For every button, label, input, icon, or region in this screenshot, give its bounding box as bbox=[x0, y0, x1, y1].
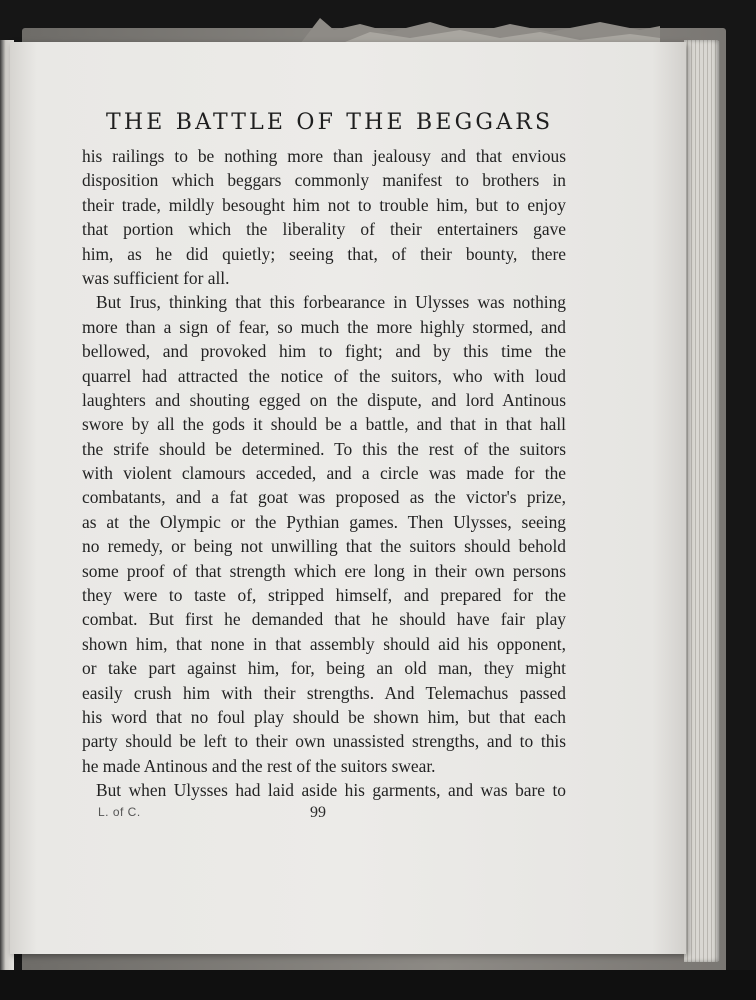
text-line-18: some proof of that strength which ere long in their own persons bbox=[82, 560, 566, 581]
text-line-7: But Irus, thinking that this forbearance in Ulysses was nothing bbox=[96, 292, 566, 313]
page-edges-stack bbox=[684, 40, 720, 962]
text-line-1: his railings to be nothing more than jealousy and that envious bbox=[82, 146, 566, 166]
text-line-25: party should be left to their own unassisted strengths, and to this bbox=[82, 731, 566, 752]
text-line-15: combatants, and a fat goat was proposed as the victor's prize, bbox=[82, 487, 566, 508]
text-line-9: bellowed, and provoked him to fight; and by this time the bbox=[82, 341, 566, 362]
text-line-4: that portion which the liberality of their entertainers gave bbox=[82, 219, 566, 240]
text-line-3: their trade, mildly besought him not to trouble him, but to enjoy bbox=[82, 194, 566, 215]
text-line-21: shown him, that none in that assembly should aid his opponent, bbox=[82, 633, 566, 654]
text-line-27: But when Ulysses had laid aside his garments, and was bare to bbox=[96, 780, 566, 801]
text-line-5: him, as he did quietly; seeing that, of their bounty, there bbox=[82, 243, 566, 264]
library-stamp: L. of C. bbox=[98, 805, 141, 819]
text-line-12: swore by all the gods it should be a battle, and that in that hall bbox=[82, 414, 566, 435]
page-body-text bbox=[82, 144, 566, 803]
book-page bbox=[10, 42, 686, 954]
text-line-8: more than a sign of fear, so much the more highly stormed, and bbox=[82, 316, 566, 337]
running-head: THE BATTLE OF THE BEGGARS bbox=[106, 110, 554, 135]
text-line-16: as at the Olympic or the Pythian games. Then Ulysses, seeing bbox=[82, 511, 566, 532]
text-line-10: quarrel had attracted the notice of the suitors, who with loud bbox=[82, 365, 566, 386]
text-line-23: easily crush him with their strengths. And Telemachus passed bbox=[82, 682, 566, 703]
text-line-19: they were to taste of, stripped himself, and prepared for the bbox=[82, 585, 566, 606]
text-line-6: was sufficient for all. bbox=[82, 267, 230, 288]
text-line-22: or take part against him, for, being an old man, they might bbox=[82, 658, 566, 679]
text-line-2: disposition which beggars commonly manifest to brothers in bbox=[82, 170, 566, 191]
text-line-20: combat. But first he demanded that he should have fair play bbox=[82, 609, 566, 630]
page-number: 99 bbox=[310, 804, 326, 821]
scan-background-band bbox=[0, 970, 756, 1000]
text-line-11: laughters and shouting egged on the dispute, and lord Antinous bbox=[82, 389, 566, 410]
text-line-14: with violent clamours acceded, and a circle was made for the bbox=[82, 463, 566, 484]
text-line-13: the strife should be determined. To this the rest of the suitors bbox=[82, 438, 566, 459]
torn-paper-scraps bbox=[300, 10, 660, 44]
text-line-24: his word that no foul play should be shown him, but that each bbox=[82, 706, 566, 727]
text-line-26: he made Antinous and the rest of the suitors swear. bbox=[82, 755, 436, 776]
text-line-17: no remedy, or being not unwilling that the suitors should behold bbox=[82, 536, 566, 557]
